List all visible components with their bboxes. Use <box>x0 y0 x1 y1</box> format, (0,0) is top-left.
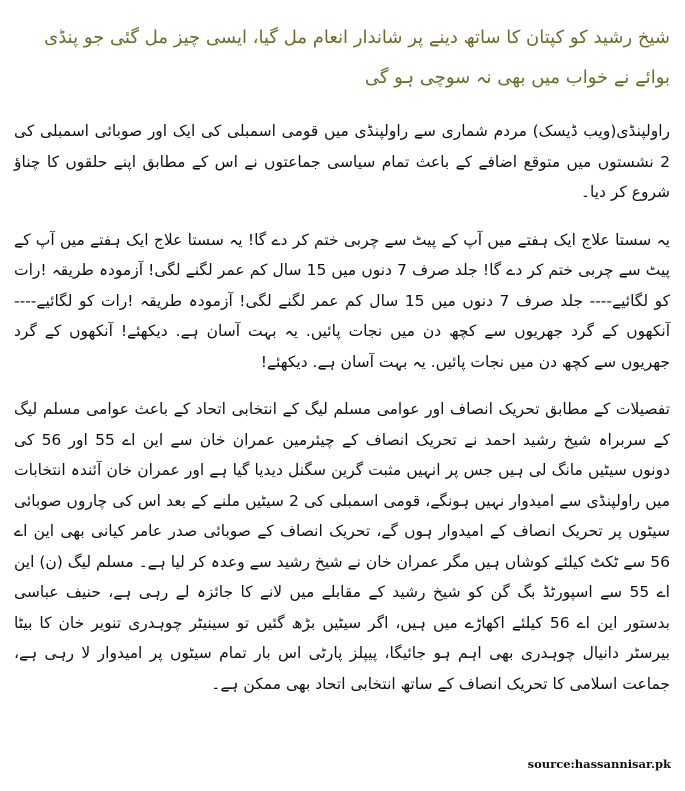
article-paragraph-ad-text: یہ سستا علاج ایک ہفتے میں آپ کے پیٹ سے چربی ختم کر دے گا! یہ سستا علاج ایک ہفتے میں آپ کے پیٹ سے چربی ختم کر دے گا! جلد صرف 7 دنوں میں 15 سال کم عمر لگنے لگی! آزمودہ طریقہ !رات کو لگائیے---- جلد صرف 7 دنوں میں 15 سال کم عمر لگنے لگی! آزمودہ طریقہ !رات کو لگائیے---- آنکھوں کے گرد جھریوں سے کچھ دن میں نجات پائیں. یہ بہت آسان ہے. دیکھئے! آنکھوں کے گرد جھریوں سے کچھ دن میں نجات پائیں. یہ بہت آسان ہے. دیکھئے! <box>14 230 670 371</box>
article-paragraph-details: تفصیلات کے مطابق تحریک انصاف اور عوامی مسلم لیگ کے انتخابی اتحاد کے باعث عوامی مسلم لیگ کے سربراہ شیخ رشید احمد نے تحریک انصاف کے چیئرمین عمران خان سے این اے 55 اور 56 کی دونوں سیٹیں مانگ لی ہیں جس پر انہیں مثبت گرین سگنل دیدیا گیا ہے اور عمران خان آئندہ انتخابات میں راولپنڈی سے امیدوار نہیں ہونگے، قومی اسمبلی کی 2 سیٹیں ملنے کے بعد اس کی چاروں صوبائی سیٹوں پر تحریک انصاف کے امیدوار ہوں گے، تحریک انصاف کے صوبائی صدر عامر کیانی بھی این اے 56 سے ٹکٹ کیلئے کوشاں ہیں مگر عمران خان نے شیخ رشید سے وعدہ کر لیا ہے۔ مسلم لیگ (ن) این اے 55 سے اسپورٹڈ بگ گن کو شیخ رشید کے مقابلے میں لانے کا جائزہ لے رہی ہے، حنیف عباسی بدستور این اے 56 کیلئے اکھاڑے میں ہیں، اگر سیٹیں بڑھ گئیں تو سینیٹر چوہدری تنویر خان کا بیٹا بیرسٹر دانیال چوہدری بھی اہم ہو جائیگا، پیپلز پارٹی اس بار تمام سیٹوں پر امیدوار لا رہی ہے، جماعت اسلامی کا تحریک انصاف کے ساتھ انتخابی اتحاد بھی ممکن ہے۔ <box>14 400 671 693</box>
article-paragraph-intro: راولپنڈی(ویب ڈیسک) مردم شماری سے راولپنڈی میں قومی اسمبلی کی ایک اور صوبائی اسمبلی کی 2 نشستوں میں متوقع اضافے کے باعث تمام سیاسی جماعتوں نے اس کے مطابق اپنے حلقوں کا چناؤ شروع کر دیا۔ <box>14 122 670 201</box>
source-credit: source:hassannisar.pk <box>527 757 671 771</box>
article <box>14 18 670 716</box>
article-headline: شیخ رشید کو کپتان کا ساتھ دینے پر شاندار انعام مل گیا، ایسی چیز مل گئی جو پنڈی بوائے نے خواب میں بھی نہ سوچی ہو گی <box>44 27 670 88</box>
